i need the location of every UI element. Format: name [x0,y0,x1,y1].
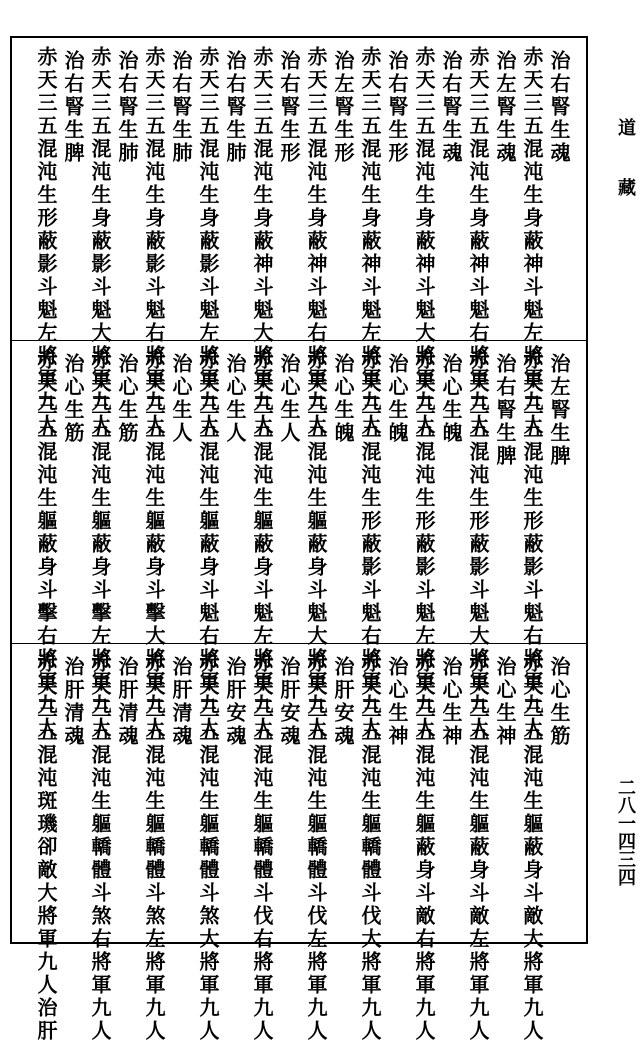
heading-column: 治左腎生脾 [547,353,571,468]
heading-column: 治心生神 [385,656,409,748]
heading-column: 治心生筋 [115,353,139,445]
heading-column: 治肝清魂 [61,656,85,748]
text-column: 赤天三五混沌生軀蔽身斗魁右將軍九人 [196,349,220,740]
text-column: 赤天三五混沌生軀蔽身斗擊左將軍九人 [88,349,112,740]
heading-column: 治心生人 [223,353,247,445]
heading-column: 治肝安魂 [223,656,247,748]
heading-column: 治心生魄 [439,353,463,445]
text-column: 赤天三五混沌生軀蔽身斗敵大將軍九人 [520,652,544,1043]
page-frame [10,36,588,1043]
text-column: 赤天三五混沌生軀轎體斗伐大將軍九人 [358,652,382,1043]
text-column: 赤天三五混沌生軀蔽身斗魁左將軍九人 [250,349,274,740]
text-column: 赤天三五混沌生軀轎體斗伐右將軍九人 [250,652,274,1043]
heading-column: 治心生神 [493,656,517,748]
heading-column: 治右腎生脾 [493,353,517,468]
text-column: 赤天三五混沌生軀轎體斗煞大將軍九人 [196,652,220,1043]
collection-label-top: 道 [615,118,636,136]
text-column: 赤天三五混沌生身蔽神斗魁左將軍九人 [520,46,544,437]
heading-column: 治心生筋 [547,656,571,748]
heading-column: 治心生人 [277,353,301,445]
text-column: 赤天三五混沌生身蔽神斗魁大將軍九人 [250,46,274,437]
text-column: 赤天三五混沌生軀蔽身斗擊右將軍九人 [34,349,58,740]
collection-label-bottom: 藏 [615,178,636,196]
heading-column: 治右腎生形 [277,50,301,165]
heading-column: 治右腎生魂 [439,50,463,165]
text-column: 赤天三五混沌生軀轎體斗伐左將軍九人 [304,652,328,1043]
heading-column: 治右腎生肺 [169,50,193,165]
text-column: 赤天三五混沌生軀蔽身斗敵右將軍九人 [412,652,436,1043]
heading-column: 治右腎生脾 [61,50,85,165]
heading-column: 治心生魄 [385,353,409,445]
text-column: 赤天三五混沌斑璣卻敵大將軍九人治肝 [34,652,58,1043]
text-column: 赤天三五混沌生身蔽影斗魁左將軍九人 [196,46,220,437]
heading-column: 治心生魄 [331,353,355,445]
heading-column: 治右腎生形 [385,50,409,165]
text-column: 赤天三五混沌生身蔽影斗魁右將軍九人 [142,46,166,437]
page-number: 二八一四三四 [615,778,636,886]
text-column: 赤天三五混沌生身蔽神斗魁左將軍九人 [358,46,382,437]
text-column: 赤天三五混沌生身蔽神斗魁右將軍九人 [466,46,490,437]
heading-column: 治心生人 [169,353,193,445]
text-column: 赤天三五混沌生形蔽影斗魁大將軍九人 [466,349,490,740]
text-column: 赤天三五混沌生形蔽影斗魁左將軍九人 [34,46,58,437]
heading-column: 治肝安魂 [277,656,301,748]
text-column: 赤天三五混沌生身蔽神斗魁大將軍九人 [412,46,436,437]
text-column: 赤天三五混沌生軀轎體斗煞右將軍九人 [88,652,112,1043]
heading-column: 治肝清魂 [115,656,139,748]
text-column: 赤天三五混沌生身蔽神斗魁右將軍九人 [304,46,328,437]
text-column: 赤天三五混沌生形蔽影斗魁左將軍九人 [412,349,436,740]
heading-column: 治左腎生形 [331,50,355,165]
heading-column: 治心生筋 [61,353,85,445]
text-column: 赤天三五混沌生身蔽影斗魁大將軍九人 [88,46,112,437]
text-column: 赤天三五混沌生軀轎體斗煞左將軍九人 [142,652,166,1043]
heading-column: 治右腎生魂 [547,50,571,165]
text-column: 赤天三五混沌生軀蔽身斗擊大將軍九人 [142,349,166,740]
heading-column: 治右腎生肺 [115,50,139,165]
text-column: 赤天三五混沌生形蔽影斗魁右將軍九人 [358,349,382,740]
text-column: 赤天三五混沌生軀蔽身斗敵左將軍九人 [466,652,490,1043]
text-column: 赤天三五混沌生形蔽影斗魁右將軍九人 [520,349,544,740]
heading-column: 治肝安魂 [331,656,355,748]
text-panel-3 [12,644,586,1043]
text-column: 赤天三五混沌生軀蔽身斗魁大將軍九人 [304,349,328,740]
heading-column: 治肝清魂 [169,656,193,748]
heading-column: 治右腎生肺 [223,50,247,165]
heading-column: 治左腎生魂 [493,50,517,165]
heading-column: 治心生神 [439,656,463,748]
